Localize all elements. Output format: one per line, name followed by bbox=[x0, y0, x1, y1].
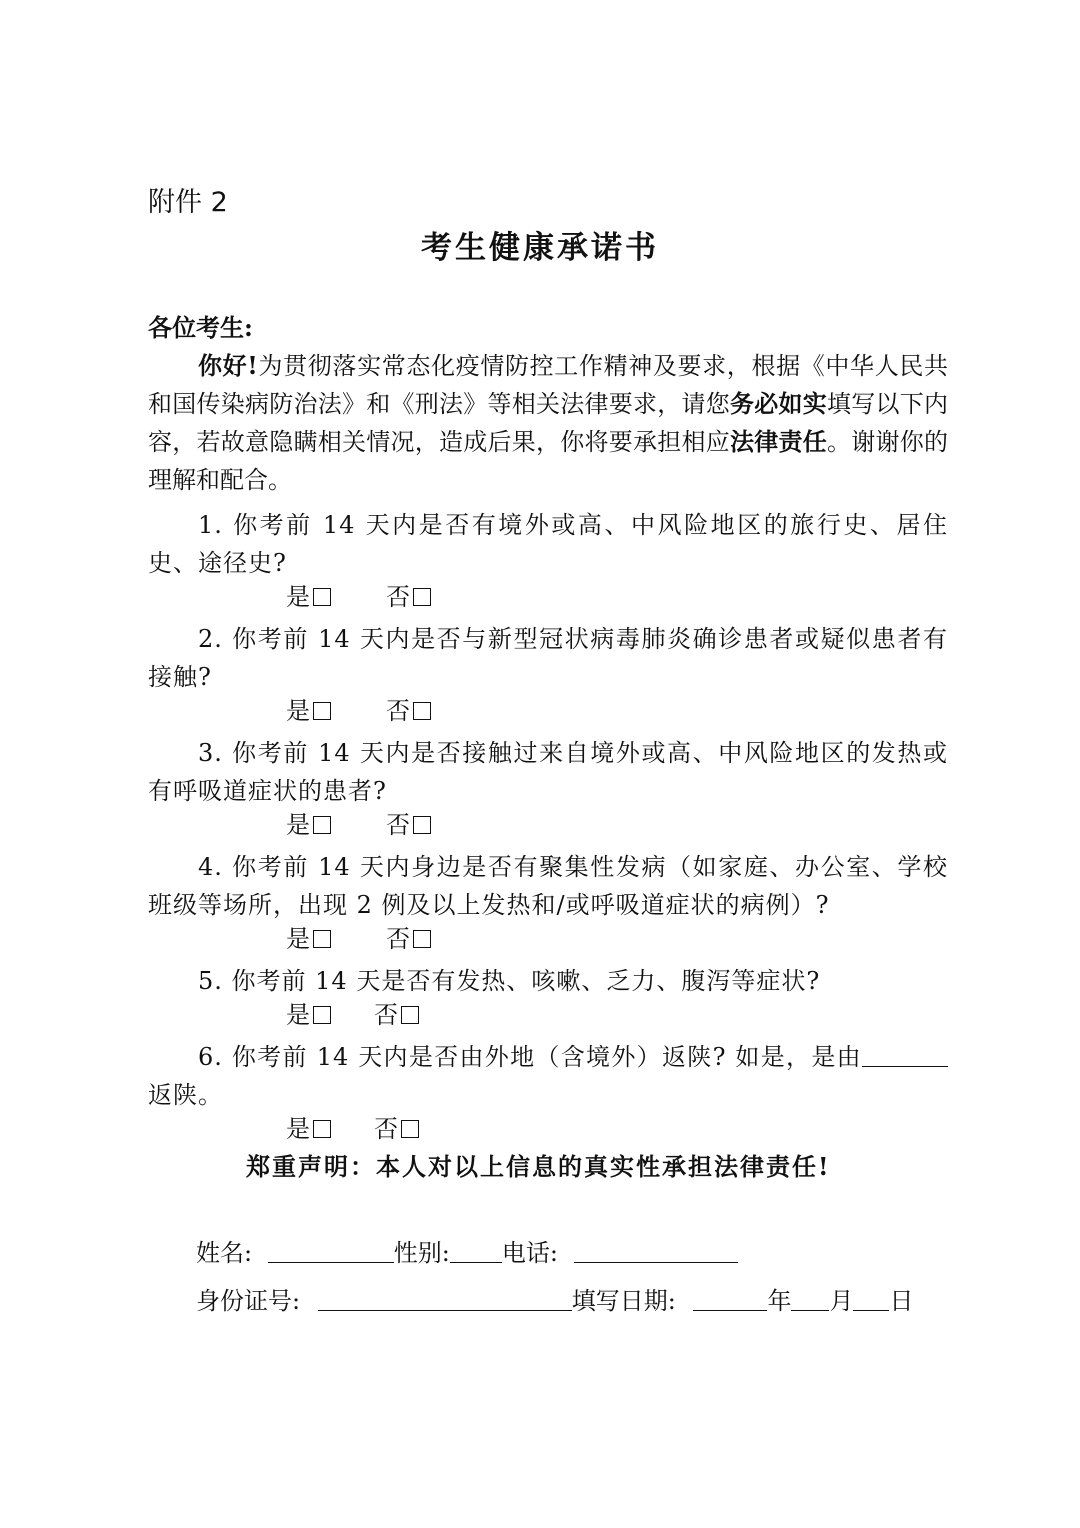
answer-no-label: 否 bbox=[386, 583, 410, 611]
phone-label: 电话: bbox=[501, 1239, 558, 1267]
question-6 bbox=[148, 1038, 948, 1114]
answer-no-1[interactable] bbox=[386, 582, 431, 612]
origin-blank[interactable] bbox=[862, 1044, 948, 1067]
answer-no-label: 否 bbox=[374, 1001, 398, 1029]
year-input-line[interactable] bbox=[693, 1288, 767, 1311]
checkbox-icon[interactable] bbox=[413, 588, 431, 606]
answer-yes-label: 是 bbox=[286, 697, 310, 725]
checkbox-icon[interactable] bbox=[313, 816, 331, 834]
answer-yes-1[interactable] bbox=[286, 582, 331, 612]
checkbox-icon[interactable] bbox=[313, 702, 331, 720]
question-3: 3. 你考前 14 天内是否接触过来自境外或高、中风险地区的发热或有呼吸道症状的患者? bbox=[148, 739, 948, 805]
checkbox-icon[interactable] bbox=[401, 1120, 419, 1138]
intro-text-1: 为贯彻落实常态化疫情防控工作精神及要求，根据《中华人民共和国传染病防治法》和《刑法》等相关法律要求，请您 bbox=[148, 352, 948, 418]
name-field-row bbox=[196, 1238, 738, 1268]
month-input-line[interactable] bbox=[791, 1288, 829, 1311]
answer-yes-label: 是 bbox=[286, 811, 310, 839]
answer-yes-3[interactable] bbox=[286, 810, 331, 840]
salutation: 各位考生: bbox=[148, 313, 253, 342]
question-6-suffix: 返陕。 bbox=[148, 1081, 223, 1109]
checkbox-icon[interactable] bbox=[413, 930, 431, 948]
answer-yes-4[interactable] bbox=[286, 924, 331, 954]
intro-emphasis-1: 务必如实 bbox=[730, 389, 827, 418]
answer-no-label: 否 bbox=[386, 925, 410, 953]
answer-no-label: 否 bbox=[374, 1115, 398, 1143]
id-label: 身份证号: bbox=[196, 1287, 301, 1315]
date-label: 填写日期: bbox=[571, 1287, 676, 1315]
checkbox-icon[interactable] bbox=[401, 1006, 419, 1024]
intro-text-2: 填写以下内容，若故意隐瞒相关情况，造成后果，你将要承担相应 bbox=[148, 390, 948, 456]
answer-yes-5[interactable] bbox=[286, 1000, 331, 1030]
gender-input-line[interactable] bbox=[450, 1240, 502, 1263]
question-2: 2. 你考前 14 天内是否与新型冠状病毒肺炎确诊患者或疑似患者有接触? bbox=[148, 625, 948, 691]
answer-yes-2[interactable] bbox=[286, 696, 331, 726]
question-1: 1. 你考前 14 天内是否有境外或高、中风险地区的旅行史、居住史、途径史? bbox=[148, 511, 948, 577]
answer-no-6[interactable] bbox=[374, 1114, 419, 1144]
checkbox-icon[interactable] bbox=[313, 930, 331, 948]
year-label: 年 bbox=[767, 1287, 792, 1315]
intro-text-3: 。谢谢你的理解和配合。 bbox=[148, 428, 948, 494]
answer-no-label: 否 bbox=[386, 811, 410, 839]
checkbox-icon[interactable] bbox=[313, 1006, 331, 1024]
answer-no-5[interactable] bbox=[374, 1000, 419, 1030]
answer-no-2[interactable] bbox=[386, 696, 431, 726]
answer-no-label: 否 bbox=[386, 697, 410, 725]
answer-yes-6[interactable] bbox=[286, 1114, 331, 1144]
id-input-line[interactable] bbox=[318, 1288, 572, 1311]
answer-no-3[interactable] bbox=[386, 810, 431, 840]
intro-emphasis-2: 法律责任 bbox=[730, 427, 827, 456]
id-date-field-row bbox=[196, 1286, 913, 1316]
question-6-text: 6. 你考前 14 天内是否由外地（含境外）返陕? 如是，是由 bbox=[198, 1043, 862, 1071]
checkbox-icon[interactable] bbox=[413, 702, 431, 720]
attachment-label: 附件 2 bbox=[148, 187, 228, 218]
intro-greeting: 你好! bbox=[198, 351, 258, 380]
question-4: 4. 你考前 14 天内身边是否有聚集性发病（如家庭、办公室、学校班级等场所，出现 2 例及以上发热和/或呼吸道症状的病例）? bbox=[148, 853, 948, 919]
checkbox-icon[interactable] bbox=[413, 816, 431, 834]
answer-no-4[interactable] bbox=[386, 924, 431, 954]
answer-yes-label: 是 bbox=[286, 1115, 310, 1143]
checkbox-icon[interactable] bbox=[313, 1120, 331, 1138]
intro-paragraph bbox=[148, 347, 948, 499]
month-label: 月 bbox=[829, 1287, 854, 1315]
checkbox-icon[interactable] bbox=[313, 588, 331, 606]
gender-label: 性别: bbox=[393, 1239, 450, 1267]
day-input-line[interactable] bbox=[853, 1288, 889, 1311]
answer-yes-label: 是 bbox=[286, 1001, 310, 1029]
name-input-line[interactable] bbox=[268, 1240, 394, 1263]
declaration: 郑重声明：本人对以上信息的真实性承担法律责任! bbox=[246, 1152, 831, 1181]
answer-yes-label: 是 bbox=[286, 583, 310, 611]
answer-yes-label: 是 bbox=[286, 925, 310, 953]
document-title: 考生健康承诺书 bbox=[421, 230, 659, 266]
question-5: 5. 你考前 14 天是否有发热、咳嗽、乏力、腹泻等症状? bbox=[198, 967, 821, 995]
phone-input-line[interactable] bbox=[574, 1240, 738, 1263]
day-label: 日 bbox=[889, 1287, 914, 1315]
name-label: 姓名: bbox=[196, 1239, 253, 1267]
